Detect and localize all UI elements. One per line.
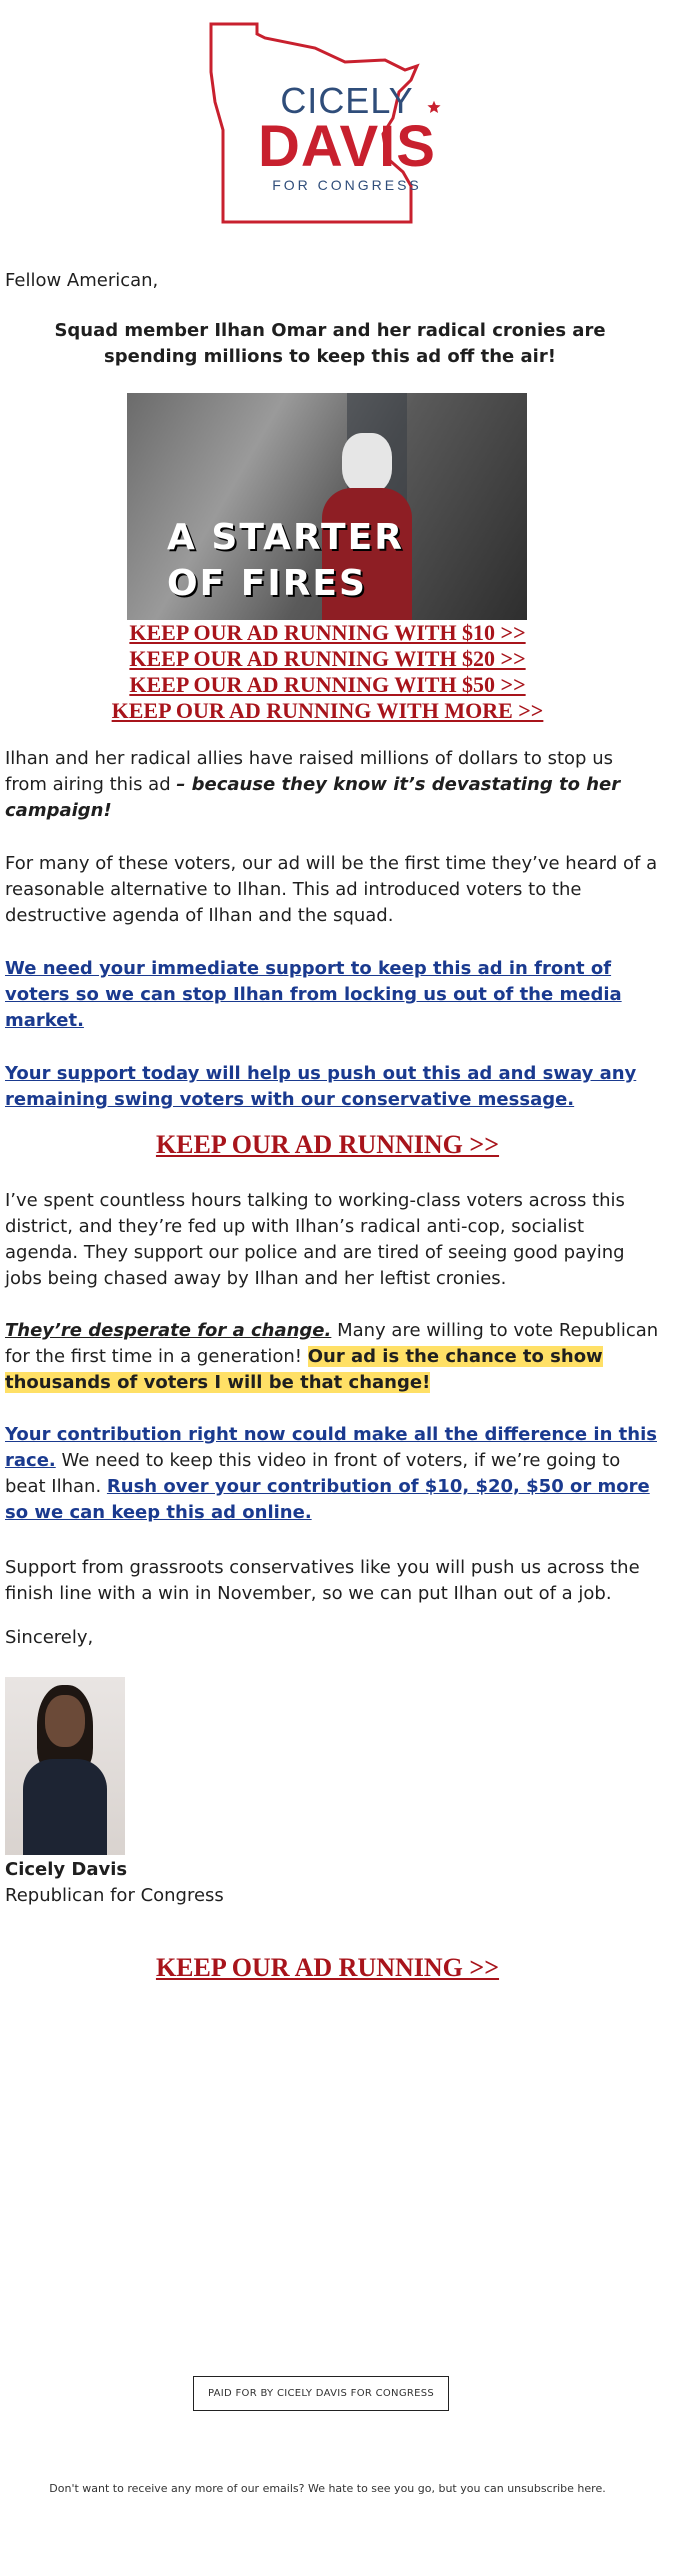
contribution-difference-link[interactable]: Your contribution right now could make all the difference in this race.: [5, 1424, 657, 1471]
video-caption-line-1: A STARTER: [167, 517, 404, 558]
highlighted-change-text: Our ad is the chance to show thousands of voters I will be that change!: [5, 1346, 603, 1393]
desperate-emphasis: They’re desperate for a change.: [5, 1320, 332, 1341]
donate-10-link[interactable]: KEEP OUR AD RUNNING WITH $10 >>: [129, 620, 526, 645]
keep-ad-running-link[interactable]: KEEP OUR AD RUNNING >>: [155, 1130, 500, 1159]
logo-subtitle: FOR CONGRESS: [272, 177, 422, 193]
contribution-text: We need to keep this video in front of voters, if we’re going to beat Ilhan.: [5, 1450, 621, 1497]
sign-off: Sincerely,: [5, 1627, 94, 1648]
paragraph-working-class: I’ve spent countless hours talking to working-class voters across this district, and they’re fed up with Ilhan’s radical anti-cop, socialist agenda. They support our police and are tired of seeing good paying jobs being chased away by Ilhan and her leftist cronies.: [5, 1190, 625, 1289]
desperate-text: Many are willing to vote Republican for the first time in a generation!: [5, 1320, 659, 1367]
rush-contribution-link[interactable]: Rush over your contribution of $10, $20, $50 or more so we can keep this ad online.: [5, 1476, 650, 1523]
support-today-link[interactable]: Your support today will help us push out this ad and sway any remaining swing voters with our conservative message.: [5, 1063, 637, 1110]
campaign-logo: [205, 22, 457, 227]
paragraph-contribution: [5, 1422, 660, 1526]
paragraph-desperate: [5, 1318, 660, 1396]
paragraph-voters: For many of these voters, our ad will be the first time they’ve heard of a reasonable alternative to Ilhan. This ad introduced voters to the destructive agenda of Ilhan and the squad.: [5, 853, 658, 926]
video-figure-head: [342, 433, 392, 493]
headline: Squad member Ilhan Omar and her radical cronies are spending millions to keep this ad off the air!: [54, 320, 606, 367]
signature-title: Republican for Congress: [5, 1885, 224, 1906]
photo-dress: [23, 1759, 107, 1855]
donate-20-link[interactable]: KEEP OUR AD RUNNING WITH $20 >>: [129, 646, 526, 671]
paragraph-allies-text: Ilhan and her radical allies have raised millions of dollars to stop us from airing this ad: [5, 748, 613, 795]
keep-ad-running-link-bottom[interactable]: KEEP OUR AD RUNNING >>: [155, 1953, 500, 1982]
unsubscribe-footer[interactable]: Don't want to receive any more of our emails? We hate to see you go, but you can unsubscribe here.: [49, 2482, 606, 2495]
logo-first-name: CICELY: [280, 80, 414, 121]
donate-50-link[interactable]: KEEP OUR AD RUNNING WITH $50 >>: [129, 672, 526, 697]
paid-for-disclaimer: PAID FOR BY CICELY DAVIS FOR CONGRESS: [193, 2376, 449, 2411]
paragraph-support-today: [5, 1061, 660, 1113]
greeting: Fellow American,: [5, 270, 159, 291]
paragraph-immediate-support: [5, 956, 660, 1034]
paragraph-grassroots: Support from grassroots conservatives like you will push us across the finish line with a win in November, so we can put Ilhan out of a job.: [5, 1557, 640, 1604]
photo-face: [45, 1695, 85, 1747]
donate-more-link[interactable]: KEEP OUR AD RUNNING WITH MORE >>: [111, 698, 544, 723]
signature-name: Cicely Davis: [5, 1859, 128, 1880]
ad-video-thumbnail[interactable]: [127, 393, 527, 620]
logo-last-name: DAVIS: [258, 114, 436, 179]
star-icon: [427, 100, 441, 114]
video-caption-line-2: OF FIRES: [167, 563, 367, 604]
immediate-support-link[interactable]: We need your immediate support to keep this ad in front of voters so we can stop Ilhan from locking us out of the media market.: [5, 958, 622, 1031]
paragraph-allies: [5, 746, 660, 824]
paragraph-allies-emphasis: – because they know it’s devastating to her campaign!: [5, 774, 621, 821]
candidate-photo: [5, 1677, 125, 1855]
